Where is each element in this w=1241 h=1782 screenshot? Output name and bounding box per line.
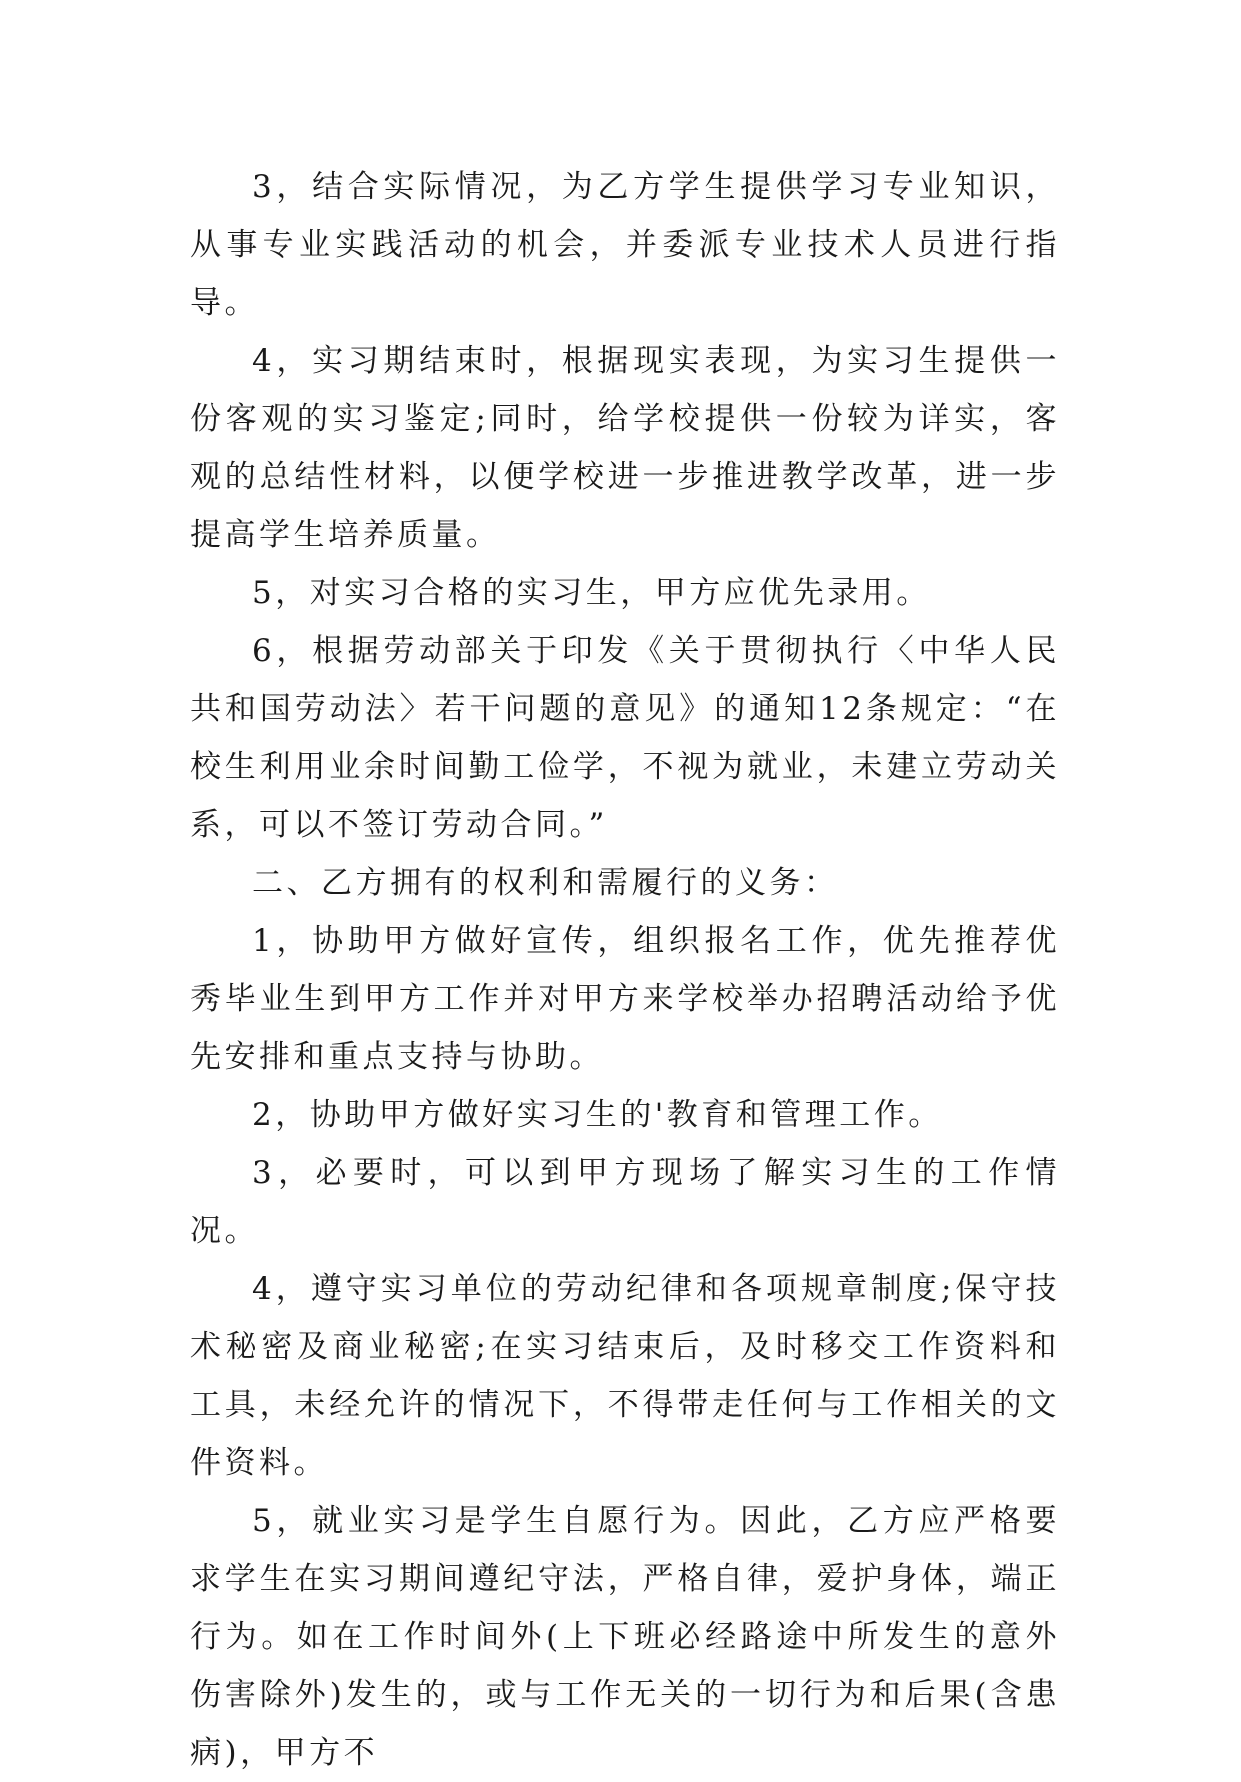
paragraph-clause-6: 6，根据劳动部关于印发《关于贯彻执行〈中华人民共和国劳动法〉若干问题的意见》的通知12条规定：“在校生利用业余时间勤工俭学，不视为就业，未建立劳动关系，可以不签订劳动合同。” [190, 633, 1060, 843]
paragraph-party-b-4: 4，遵守实习单位的劳动纪律和各项规章制度;保守技术秘密及商业秘密;在实习结束后，及时移交工作资料和工具，未经允许的情况下，不得带走任何与工作相关的文件资料。 [190, 1271, 1060, 1481]
section-heading-party-b: 二、乙方拥有的权利和需履行的义务： [252, 865, 839, 901]
paragraph-party-b-5: 5，就业实习是学生自愿行为。因此，乙方应严格要求学生在实习期间遵纪守法，严格自律，爱护身体，端正行为。如在工作时间外(上下班必经路途中所发生的意外伤害除外)发生的，或与工作无关的一切行为和后果(含患病)，甲方不 [190, 1503, 1060, 1771]
paragraph-clause-5: 5，对实习合格的实习生，甲方应优先录用。 [252, 575, 931, 611]
document-body [190, 158, 1060, 1782]
paragraph-party-b-3: 3，必要时，可以到甲方现场了解实习生的工作情况。 [190, 1155, 1060, 1249]
paragraph-clause-4: 4，实习期结束时，根据现实表现，为实习生提供一份客观的实习鉴定;同时，给学校提供一份较为详实，客观的总结性材料，以便学校进一步推进教学改革，进一步提高学生培养质量。 [190, 343, 1060, 553]
paragraph-party-b-1: 1，协助甲方做好宣传，组织报名工作，优先推荐优秀毕业生到甲方工作并对甲方来学校举办招聘活动给予优先安排和重点支持与协助。 [190, 923, 1060, 1075]
paragraph-clause-3: 3，结合实际情况，为乙方学生提供学习专业知识，从事专业实践活动的机会，并委派专业技术人员进行指导。 [190, 169, 1060, 321]
paragraph-party-b-2: 2，协助甲方做好实习生的'教育和管理工作。 [252, 1097, 943, 1133]
